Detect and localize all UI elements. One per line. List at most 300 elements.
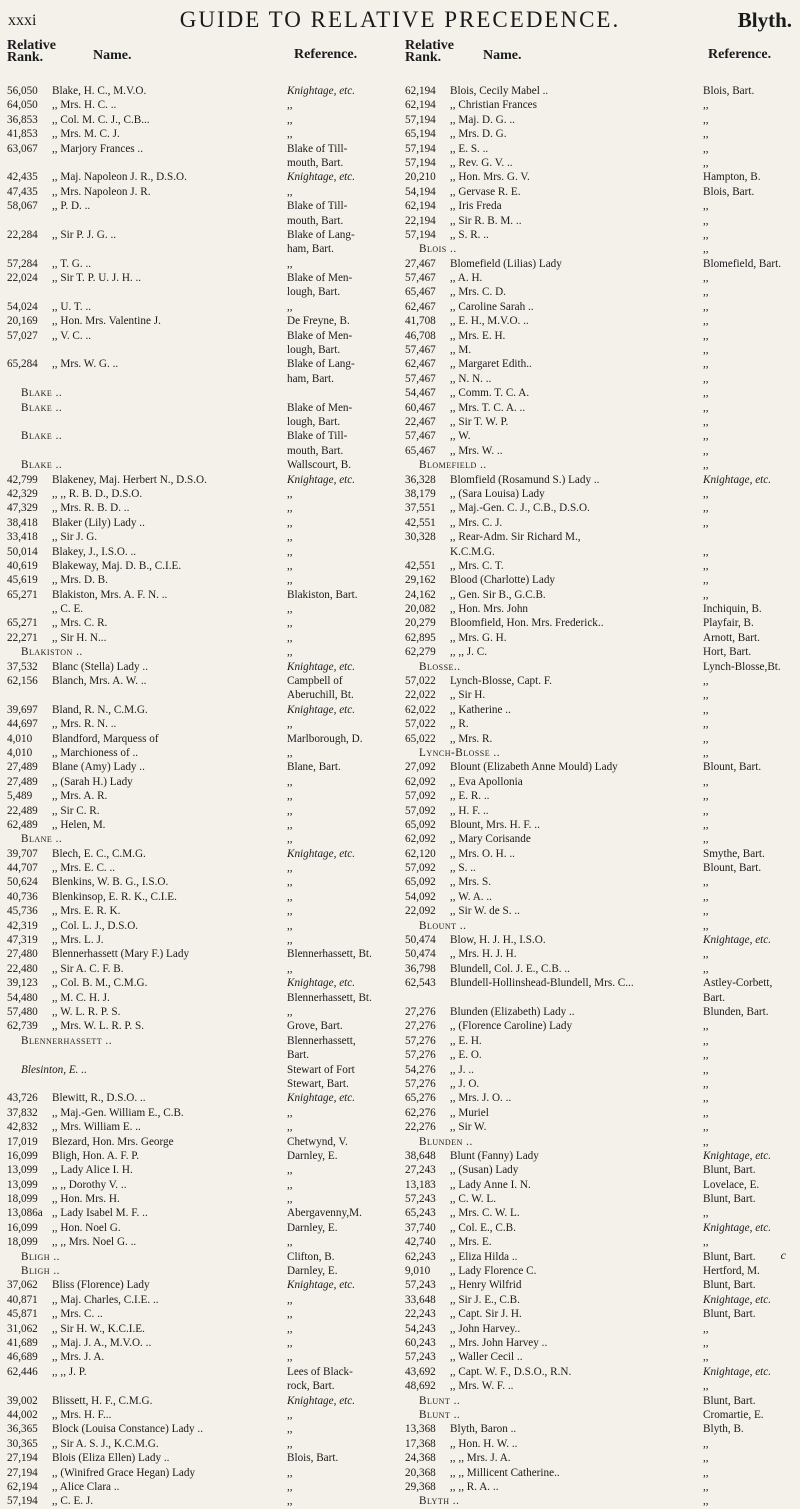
relative-rank: 40,871 bbox=[7, 1293, 38, 1306]
entry-reference: ,, bbox=[703, 703, 709, 716]
relative-rank: 39,002 bbox=[7, 1394, 38, 1407]
entry-name: Blount (Elizabeth Anne Mould) Lady bbox=[450, 761, 618, 774]
entry-name: ,, Mrs. H. F... bbox=[52, 1408, 112, 1421]
entry-name: ,, Gervase R. E. bbox=[450, 185, 521, 198]
entry-row bbox=[405, 1019, 797, 1033]
entry-row bbox=[405, 343, 797, 357]
entry-reference: ,, bbox=[703, 559, 709, 572]
rank-label: Relative Rank. bbox=[7, 38, 56, 65]
entry-reference: ,, bbox=[703, 890, 709, 903]
name-label: Name. bbox=[93, 48, 132, 63]
entry-reference: ,, bbox=[703, 1480, 709, 1493]
entry-row bbox=[405, 444, 797, 458]
relative-rank: 57,467 bbox=[405, 344, 436, 357]
relative-rank: 42,435 bbox=[7, 171, 38, 184]
relative-rank: 39,707 bbox=[7, 847, 38, 860]
entry-name: Blandford, Marquess of bbox=[52, 732, 159, 745]
entry-reference: ,, bbox=[287, 300, 293, 313]
entry-name: ,, Mrs. O. H. .. bbox=[450, 847, 515, 860]
entry-reference: ,, bbox=[287, 545, 293, 558]
relative-rank: 62,739 bbox=[7, 1020, 38, 1033]
entry-row bbox=[405, 732, 797, 746]
entry-name: ,, Lady Florence C. bbox=[450, 1265, 537, 1278]
entry-reference: ,, bbox=[703, 588, 709, 601]
entry-name: ,, C. E. J. bbox=[52, 1495, 94, 1508]
relative-rank: 57,243 bbox=[405, 1351, 436, 1364]
entry-row bbox=[405, 170, 797, 184]
relative-rank: 47,329 bbox=[7, 502, 38, 515]
entry-row bbox=[405, 991, 797, 1005]
relative-rank: 65,022 bbox=[405, 732, 436, 745]
entry-row bbox=[405, 1192, 797, 1206]
entry-row bbox=[7, 530, 399, 544]
relative-rank: 22,284 bbox=[7, 228, 38, 241]
entry-row bbox=[405, 688, 797, 702]
signature-mark: c bbox=[780, 1248, 786, 1262]
entry-name: ,, Comm. T. C. A. bbox=[450, 387, 530, 400]
entry-name: Bligh, Hon. A. F. P. bbox=[52, 1149, 140, 1162]
entry-row bbox=[7, 588, 399, 602]
entry-row bbox=[405, 84, 797, 98]
entry-reference: ,, bbox=[703, 919, 709, 932]
entry-reference: Knightage, etc. bbox=[703, 1221, 772, 1234]
relative-rank: 27,489 bbox=[7, 775, 38, 788]
entry-row bbox=[405, 415, 797, 429]
entry-reference: Blunt, Bart. bbox=[703, 1308, 756, 1321]
relative-rank: 62,895 bbox=[405, 631, 436, 644]
entry-reference: ,, bbox=[287, 113, 293, 126]
entry-reference: ,, bbox=[287, 1236, 293, 1249]
relative-rank: 62,092 bbox=[405, 833, 436, 846]
entry-name: Blesinton, E. .. bbox=[21, 1063, 87, 1076]
entry-name: ,, ,, R. B. D., D.S.O. bbox=[52, 487, 143, 500]
entry-reference: ,, bbox=[703, 818, 709, 831]
entry-name: ,, Sir H. N... bbox=[52, 631, 107, 644]
entry-reference: ,, bbox=[703, 214, 709, 227]
entry-name: ,, Capt. W. F., D.S.O., R.N. bbox=[450, 1365, 572, 1378]
entry-row bbox=[405, 1206, 797, 1220]
relative-rank: 44,697 bbox=[7, 718, 38, 731]
entry-reference: ,, bbox=[703, 300, 709, 313]
entry-name: Blennerhassett .. bbox=[21, 1034, 113, 1047]
relative-rank: 5,489 bbox=[7, 790, 33, 803]
entry-name: ,, Maj.-Gen. C. J., C.B., D.S.O. bbox=[450, 502, 590, 515]
entry-reference: Stewart, Bart. bbox=[287, 1077, 349, 1090]
entry-name: ,, E. H. bbox=[450, 1034, 482, 1047]
entry-name: ,, Helen, M. bbox=[52, 818, 106, 831]
entry-row bbox=[405, 257, 797, 271]
entry-name: Blunt .. bbox=[419, 1394, 461, 1407]
relative-rank: 41,853 bbox=[7, 128, 38, 141]
entry-reference: ,, bbox=[703, 1495, 709, 1508]
entry-row bbox=[405, 1250, 797, 1264]
entry-reference: ,, bbox=[287, 617, 293, 630]
entry-row bbox=[7, 386, 399, 400]
entry-row bbox=[7, 1106, 399, 1120]
relative-rank: 57,243 bbox=[405, 1279, 436, 1292]
entry-row bbox=[7, 1048, 399, 1062]
entry-row bbox=[405, 760, 797, 774]
relative-rank: 17,368 bbox=[405, 1437, 436, 1450]
entry-row bbox=[7, 1437, 399, 1451]
relative-rank: 16,099 bbox=[7, 1149, 38, 1162]
entry-row bbox=[7, 1235, 399, 1249]
entry-name: ,, E. R. .. bbox=[450, 790, 490, 803]
relative-rank: 13,368 bbox=[405, 1423, 436, 1436]
relative-rank: 50,474 bbox=[405, 934, 436, 947]
entry-name: ,, Sir C. R. bbox=[52, 804, 100, 817]
relative-rank: 65,467 bbox=[405, 444, 436, 457]
entry-reference: Knightage, etc. bbox=[287, 703, 356, 716]
entry-name: ,, Sir R. B. M. .. bbox=[450, 214, 522, 227]
entry-row bbox=[7, 113, 399, 127]
relative-rank: 37,832 bbox=[7, 1106, 38, 1119]
entry-row bbox=[405, 1480, 797, 1494]
entry-reference: Bart. bbox=[287, 1049, 310, 1062]
entry-reference: Blount, Bart. bbox=[703, 862, 762, 875]
entry-name: ,, E. O. bbox=[450, 1049, 482, 1062]
entry-reference: Aberuchill, Bt. bbox=[287, 689, 354, 702]
relative-rank: 50,014 bbox=[7, 545, 38, 558]
entry-reference: ,, bbox=[703, 128, 709, 141]
relative-rank: 13,099 bbox=[7, 1164, 38, 1177]
entry-name: ,, Sir J. E., C.B. bbox=[450, 1293, 520, 1306]
entry-reference: ,, bbox=[287, 862, 293, 875]
entry-row bbox=[405, 1322, 797, 1336]
entry-row bbox=[7, 732, 399, 746]
entry-row bbox=[405, 818, 797, 832]
entry-row bbox=[405, 98, 797, 112]
entry-row bbox=[7, 228, 399, 242]
entry-reference: Arnott, Bart. bbox=[703, 631, 760, 644]
entry-row bbox=[7, 487, 399, 501]
entry-reference: Darnley, E. bbox=[287, 1221, 338, 1234]
entry-name: ,, Mrs. H. J. H. bbox=[450, 948, 517, 961]
relative-rank: 20,210 bbox=[405, 171, 436, 184]
relative-rank: 46,689 bbox=[7, 1351, 38, 1364]
entry-row bbox=[7, 1178, 399, 1192]
entry-name: ,, ,, R. A. .. bbox=[450, 1480, 499, 1493]
entry-row bbox=[7, 156, 399, 170]
entry-name: ,, Mrs. William E. .. bbox=[52, 1121, 141, 1134]
entry-name: Bligh .. bbox=[21, 1265, 60, 1278]
entry-reference: ,, bbox=[703, 344, 709, 357]
entry-reference: ,, bbox=[703, 516, 709, 529]
entry-row bbox=[7, 962, 399, 976]
entry-row bbox=[7, 142, 399, 156]
relative-rank: 65,271 bbox=[7, 588, 38, 601]
relative-rank: 65,243 bbox=[405, 1207, 436, 1220]
relative-rank: 4,010 bbox=[7, 732, 33, 745]
entry-reference: Astley-Corbett, bbox=[703, 977, 773, 990]
entry-name: Bloomfield, Hon. Mrs. Frederick.. bbox=[450, 617, 604, 630]
relative-rank: 33,648 bbox=[405, 1293, 436, 1306]
relative-rank: 29,368 bbox=[405, 1480, 436, 1493]
relative-rank: 42,329 bbox=[7, 487, 38, 500]
entry-reference: ,, bbox=[703, 372, 709, 385]
page-title: GUIDE TO RELATIVE PRECEDENCE. bbox=[179, 7, 621, 32]
entry-reference: ,, bbox=[703, 962, 709, 975]
relative-rank: 41,689 bbox=[7, 1336, 38, 1349]
relative-rank: 56,050 bbox=[7, 85, 38, 97]
relative-rank: 30,328 bbox=[405, 531, 436, 544]
entry-row bbox=[405, 1408, 797, 1422]
entry-row bbox=[405, 458, 797, 472]
entry-name: ,, Rev. G. V. .. bbox=[450, 156, 513, 169]
entry-reference: Knightage, etc. bbox=[287, 847, 356, 860]
entry-name: ,, Eva Apollonia bbox=[450, 775, 523, 788]
entry-reference: ,, bbox=[287, 1193, 293, 1206]
entry-row bbox=[7, 631, 399, 645]
entry-reference: ,, bbox=[703, 415, 709, 428]
entry-reference: ,, bbox=[703, 1207, 709, 1220]
entry-reference: Marlborough, D. bbox=[287, 732, 363, 745]
entry-name: ,, Mrs. M. C. J. bbox=[52, 128, 120, 141]
entry-name: Blakey, J., I.S.O. .. bbox=[52, 545, 137, 558]
entry-row bbox=[405, 242, 797, 256]
entry-reference: Blunt, Bart. bbox=[703, 1279, 756, 1292]
relative-rank: 62,467 bbox=[405, 358, 436, 371]
entry-row bbox=[7, 991, 399, 1005]
entry-name: Blakeney, Maj. Herbert N., D.S.O. bbox=[52, 473, 207, 486]
entry-reference: ,, bbox=[703, 430, 709, 443]
entry-row bbox=[7, 717, 399, 731]
entry-row bbox=[405, 875, 797, 889]
entry-row bbox=[7, 516, 399, 530]
entry-row bbox=[405, 1278, 797, 1292]
entry-name: Block (Louisa Constance) Lady .. bbox=[52, 1423, 203, 1436]
entry-row bbox=[405, 1365, 797, 1379]
entry-reference: ,, bbox=[287, 1322, 293, 1335]
entry-row bbox=[405, 602, 797, 616]
entry-name: Blake .. bbox=[21, 459, 63, 472]
relative-rank: 62,489 bbox=[7, 818, 38, 831]
relative-rank: 36,328 bbox=[405, 473, 436, 486]
entry-reference: ,, bbox=[703, 329, 709, 342]
relative-rank: 57,467 bbox=[405, 430, 436, 443]
entry-name: ,, Mrs. C. W. L. bbox=[450, 1207, 520, 1220]
entry-reference: ,, bbox=[287, 1466, 293, 1479]
entry-name: Blaker (Lily) Lady .. bbox=[52, 516, 145, 529]
entry-name: ,, H. F. .. bbox=[450, 804, 489, 817]
entry-row bbox=[405, 1178, 797, 1192]
relative-rank: 39,697 bbox=[7, 703, 38, 716]
entry-name: ,, ,, Mrs. Noel G. .. bbox=[52, 1236, 137, 1249]
entry-row bbox=[7, 861, 399, 875]
entry-name: ,, Mrs. G. H. bbox=[450, 631, 507, 644]
entry-row bbox=[7, 84, 399, 98]
relative-rank: 57,243 bbox=[405, 1193, 436, 1206]
entry-reference: ,, bbox=[703, 1322, 709, 1335]
entry-reference: ,, bbox=[703, 689, 709, 702]
relative-rank: 22,024 bbox=[7, 272, 38, 285]
entry-reference: ,, bbox=[703, 1020, 709, 1033]
entry-reference: Knightage, etc. bbox=[287, 977, 356, 990]
entry-reference: Blunt, Bart. bbox=[703, 1164, 756, 1177]
relative-rank: 22,243 bbox=[405, 1308, 436, 1321]
entry-name: ,, Gen. Sir B., G.C.B. bbox=[450, 588, 546, 601]
entry-name: Blosse.. bbox=[419, 660, 461, 673]
right-entries bbox=[405, 84, 797, 1509]
entry-name: Blunden .. bbox=[419, 1135, 473, 1148]
relative-rank: 37,062 bbox=[7, 1279, 38, 1292]
entry-reference: ,, bbox=[287, 574, 293, 587]
relative-rank: 57,194 bbox=[405, 142, 436, 155]
relative-rank: 42,319 bbox=[7, 919, 38, 932]
entry-row bbox=[405, 1336, 797, 1350]
entry-reference: Inchiquin, B. bbox=[703, 603, 762, 616]
entry-reference: ,, bbox=[703, 1336, 709, 1349]
entry-reference: Blunt, Bart. bbox=[703, 1394, 756, 1407]
entry-name: ,, Iris Freda bbox=[450, 200, 502, 213]
entry-row bbox=[405, 185, 797, 199]
entry-reference: ,, bbox=[287, 1006, 293, 1018]
entry-row bbox=[405, 516, 797, 530]
entry-name: ,, Sir T. P. U. J. H. .. bbox=[52, 272, 142, 285]
entry-name: ,, Marchioness of .. bbox=[52, 746, 139, 759]
relative-rank: 36,365 bbox=[7, 1423, 38, 1436]
entry-name: Blois, Cecily Mabel .. bbox=[450, 85, 549, 97]
entry-reference: Blake of Till- bbox=[287, 142, 348, 155]
entry-reference: ,, bbox=[703, 272, 709, 285]
entry-row bbox=[7, 1379, 399, 1393]
entry-reference: ,, bbox=[703, 790, 709, 803]
entry-reference: ,, bbox=[703, 1380, 709, 1393]
entry-row bbox=[7, 357, 399, 371]
relative-rank: 27,276 bbox=[405, 1020, 436, 1033]
relative-rank: 54,467 bbox=[405, 387, 436, 400]
relative-rank: 57,092 bbox=[405, 790, 436, 803]
relative-rank: 65,092 bbox=[405, 876, 436, 889]
entry-row bbox=[7, 976, 399, 990]
entry-name: ,, Sir H. W., K.C.I.E. bbox=[52, 1322, 145, 1335]
entry-row bbox=[405, 1120, 797, 1134]
entry-name: ,, Mrs. C. R. bbox=[52, 617, 108, 630]
relative-rank: 65,092 bbox=[405, 818, 436, 831]
relative-rank: 22,022 bbox=[405, 689, 436, 702]
relative-rank: 65,467 bbox=[405, 286, 436, 299]
entry-reference: Hertford, M. bbox=[703, 1265, 760, 1278]
entry-reference: ,, bbox=[703, 200, 709, 213]
entry-name: ,, (Winifred Grace Hegan) Lady bbox=[52, 1466, 196, 1479]
entry-name: ,, Mrs. C. T. bbox=[450, 559, 504, 572]
entry-row bbox=[405, 1163, 797, 1177]
entry-row bbox=[7, 1163, 399, 1177]
entry-reference: Stewart of Fort bbox=[287, 1063, 355, 1076]
entry-row bbox=[7, 1091, 399, 1105]
entry-name: Blount, Mrs. H. F. .. bbox=[450, 818, 540, 831]
entry-row bbox=[405, 1063, 797, 1077]
entry-reference: Lovelace, E. bbox=[703, 1178, 760, 1191]
entry-reference: ,, bbox=[703, 1092, 709, 1105]
entry-name: Blewitt, R., D.S.O. .. bbox=[52, 1092, 146, 1105]
entry-name: ,, (Sarah H.) Lady bbox=[52, 775, 133, 788]
entry-row bbox=[405, 703, 797, 717]
entry-name: Blunt .. bbox=[419, 1408, 461, 1421]
entry-reference: ,, bbox=[287, 531, 293, 544]
relative-rank: 45,736 bbox=[7, 905, 38, 918]
entry-row bbox=[7, 257, 399, 271]
entry-row bbox=[405, 473, 797, 487]
page-header bbox=[8, 6, 792, 36]
relative-rank: 27,276 bbox=[405, 1006, 436, 1018]
entry-row bbox=[405, 962, 797, 976]
entry-name: ,, Mrs. T. C. A. .. bbox=[450, 401, 526, 414]
relative-rank: 18,099 bbox=[7, 1193, 38, 1206]
entry-row bbox=[405, 1106, 797, 1120]
relative-rank: 57,092 bbox=[405, 804, 436, 817]
relative-rank: 62,156 bbox=[7, 675, 38, 688]
entry-row bbox=[7, 890, 399, 904]
entry-row bbox=[405, 142, 797, 156]
relative-rank: 54,194 bbox=[405, 185, 436, 198]
relative-rank: 57,194 bbox=[405, 156, 436, 169]
entry-reference: Knightage, etc. bbox=[287, 1279, 356, 1292]
entry-name: ,, (Susan) Lady bbox=[450, 1164, 519, 1177]
entry-row bbox=[7, 1408, 399, 1422]
entry-name: ,, E. S. .. bbox=[450, 142, 489, 155]
entry-name: Blanch, Mrs. A. W. .. bbox=[52, 675, 147, 688]
entry-row bbox=[405, 1221, 797, 1235]
entry-reference: Knightage, etc. bbox=[703, 473, 772, 486]
entry-name: Blundell-Hollinshead-Blundell, Mrs. C... bbox=[450, 977, 634, 990]
entry-name: ,, W. L. R. P. S. bbox=[52, 1006, 121, 1018]
entry-row bbox=[7, 501, 399, 515]
entry-row bbox=[7, 1394, 399, 1408]
entry-row bbox=[7, 1019, 399, 1033]
relative-rank: 18,099 bbox=[7, 1236, 38, 1249]
entry-reference: Bart. bbox=[703, 991, 726, 1004]
relative-rank: 60,243 bbox=[405, 1336, 436, 1349]
relative-rank: 22,480 bbox=[7, 962, 38, 975]
entry-name: ,, V. C. .. bbox=[52, 329, 92, 342]
entry-row bbox=[7, 818, 399, 832]
entry-row bbox=[7, 1149, 399, 1163]
entry-name: ,, M. C. H. J. bbox=[52, 991, 110, 1004]
entry-row bbox=[7, 559, 399, 573]
entry-name: ,, Katherine .. bbox=[450, 703, 511, 716]
relative-rank: 54,024 bbox=[7, 300, 38, 313]
entry-reference: Blake of Lang- bbox=[287, 228, 355, 241]
entry-reference: Blunden, Bart. bbox=[703, 1006, 769, 1018]
entry-row bbox=[405, 933, 797, 947]
relative-rank: 22,271 bbox=[7, 631, 38, 644]
relative-rank: 27,467 bbox=[405, 257, 436, 270]
entry-reference: ,, bbox=[703, 574, 709, 587]
relative-rank: 20,169 bbox=[7, 315, 38, 328]
entry-name: ,, ,, J. P. bbox=[52, 1365, 87, 1378]
entry-name: ,, Mrs. R. B. D. .. bbox=[52, 502, 130, 515]
relative-rank: 45,619 bbox=[7, 574, 38, 587]
relative-rank: 16,099 bbox=[7, 1221, 38, 1234]
relative-rank: 40,736 bbox=[7, 890, 38, 903]
entry-row bbox=[7, 1063, 399, 1077]
entry-reference: ,, bbox=[287, 516, 293, 529]
entry-row bbox=[7, 329, 399, 343]
entry-row bbox=[7, 473, 399, 487]
relative-rank: 38,179 bbox=[405, 487, 436, 500]
entry-row bbox=[405, 314, 797, 328]
rank-label: Relative Rank. bbox=[405, 38, 454, 65]
entry-name: ,, Lady Isabel M. F. .. bbox=[52, 1207, 148, 1220]
relative-rank: 22,489 bbox=[7, 804, 38, 817]
entry-name: ,, Sir W. bbox=[450, 1121, 487, 1134]
entry-row bbox=[405, 746, 797, 760]
entry-row bbox=[405, 1437, 797, 1451]
entry-row bbox=[405, 545, 797, 559]
relative-rank: 62,543 bbox=[405, 977, 436, 990]
relative-rank: 57,467 bbox=[405, 372, 436, 385]
